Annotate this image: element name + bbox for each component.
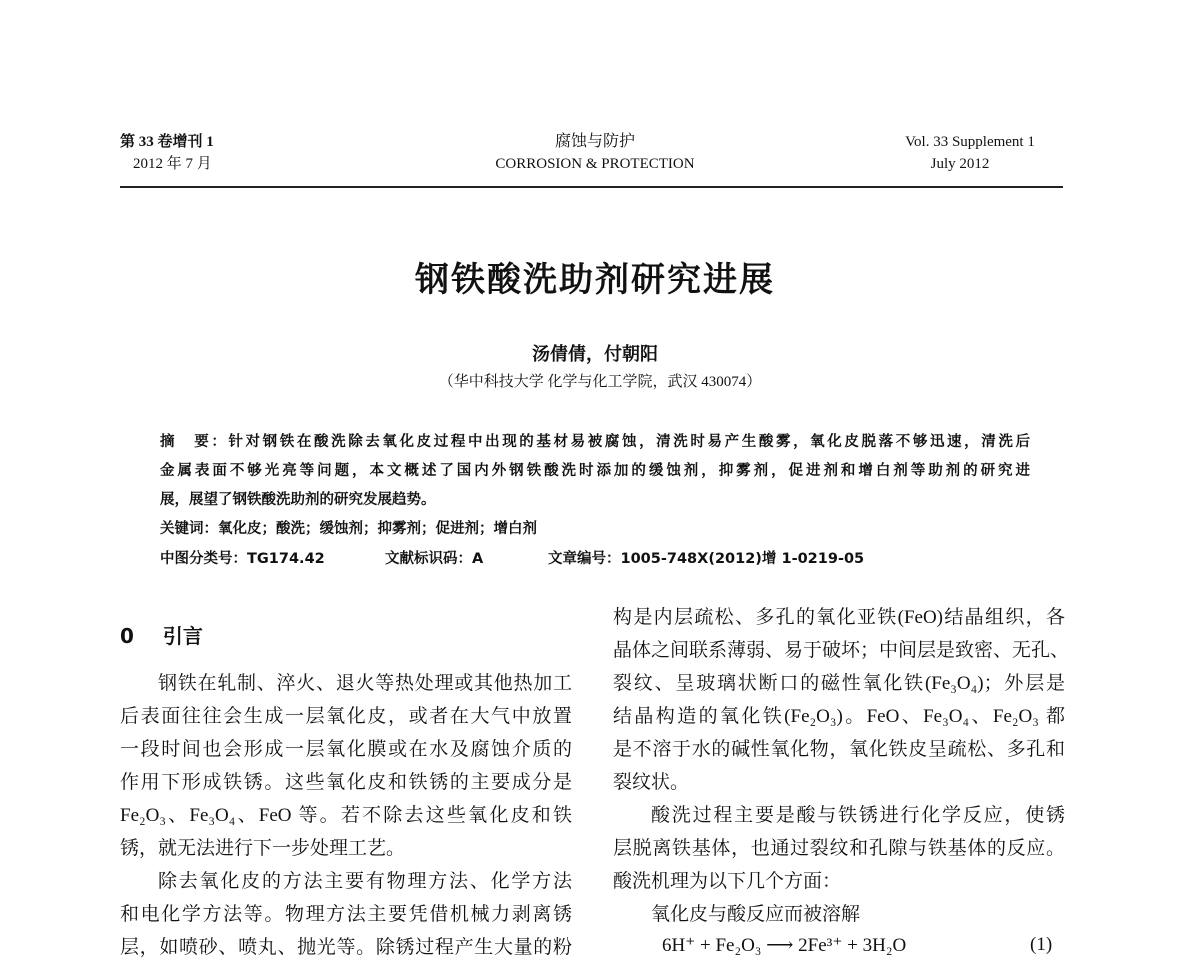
equation-number: (1) — [1030, 934, 1053, 955]
article-number: 文章编号：1005-748X(2012)增 1-0219-05 — [548, 551, 865, 567]
body-line: 酸洗机理为以下几个方面： — [613, 871, 842, 892]
body-line: Fe₂O₃、Fe₃O₄、FeO 等。若不除去这些氧化皮和铁 — [120, 805, 572, 826]
abstract-line: 摘 要：针对钢铁在酸洗除去氧化皮过程中出现的基材易被腐蚀，清洗时易产生酸雾，氧化皮脱落不够迅速，清洗后 — [160, 434, 1030, 450]
journal-name-en: CORROSION & PROTECTION — [495, 156, 695, 172]
paper-title: 钢铁酸洗助剂研究进展 — [415, 260, 775, 300]
body-line: 裂纹、呈玻璃状断口的磁性氧化铁(Fe₃O₄)；外层是 — [613, 673, 1065, 694]
affiliation: （华中科技大学 化学与化工学院，武汉 430074） — [438, 374, 762, 390]
body-line: 钢铁在轧制、淬火、退火等热处理或其他热加工 — [158, 673, 572, 694]
section-title: 引言 — [162, 624, 203, 648]
body-line: 层脱离铁基体，也通过裂纹和孔隙与铁基体的反应。 — [613, 838, 1065, 859]
journal-volume: 第 33 卷增刊 1 — [120, 134, 214, 150]
body-line: 和电化学方法等。物理方法主要凭借机械力剥离锈 — [120, 904, 572, 925]
abstract-line: 金属表面不够光亮等问题，本文概述了国内外钢铁酸洗时添加的缓蚀剂，抑雾剂，促进剂和增白剂等助剂的研究进 — [160, 463, 1030, 479]
body-line: 除去氧化皮的方法主要有物理方法、化学方法 — [158, 871, 572, 892]
body-line: 结晶构造的氧化铁(Fe₂O₃)。FeO、Fe₃O₄、Fe₂O₃ 都 — [613, 706, 1065, 727]
date-en: July 2012 — [930, 156, 990, 172]
body-line: 构是内层疏松、多孔的氧化亚铁(FeO)结晶组织，各 — [613, 607, 1065, 628]
body-line: 氧化皮与酸反应而被溶解 — [651, 904, 861, 925]
body-line: 作用下形成铁锈。这些氧化皮和铁锈的主要成分是 — [120, 772, 572, 793]
keywords: 关键词：氧化皮；酸洗；缓蚀剂；抑雾剂；促进剂；增白剂 — [160, 521, 537, 537]
body-line: 酸洗过程主要是酸与铁锈进行化学反应，使锈 — [651, 805, 1065, 826]
clc-number: 中图分类号：TG174.42 — [160, 551, 325, 567]
body-line: 裂纹状。 — [613, 772, 690, 793]
body-line: 一段时间也会形成一层氧化膜或在水及腐蚀介质的 — [120, 739, 572, 760]
section-number: 0 — [120, 624, 134, 648]
header-rule — [120, 186, 1063, 188]
section-heading — [120, 620, 203, 649]
volume-en: Vol. 33 Supplement 1 — [905, 134, 1035, 150]
body-line: 晶体之间联系薄弱、易于破坏；中间层是致密、无孔、 — [613, 640, 1070, 661]
document-code: 文献标识码：A — [385, 551, 484, 567]
body-line: 后表面往往会生成一层氧化皮，或者在大气中放置 — [120, 706, 572, 727]
body-line: 是不溶于水的碱性氧化物，氧化铁皮呈疏松、多孔和 — [613, 739, 1065, 760]
abstract-line: 展，展望了钢铁酸洗助剂的研究发展趋势。 — [160, 492, 436, 508]
journal-date: 2012 年 7 月 — [133, 156, 212, 172]
body-line: 层，如喷砂、喷丸、抛光等。除锈过程产生大量的粉 — [120, 937, 572, 958]
authors: 汤倩倩，付朝阳 — [532, 344, 658, 365]
journal-name-cn: 腐蚀与防护 — [554, 133, 635, 150]
body-line: 锈，就无法进行下一步处理工艺。 — [120, 838, 406, 859]
equation: 6H⁺ + Fe₂O₃ ⟶ 2Fe³⁺ + 3H₂O — [662, 935, 907, 956]
